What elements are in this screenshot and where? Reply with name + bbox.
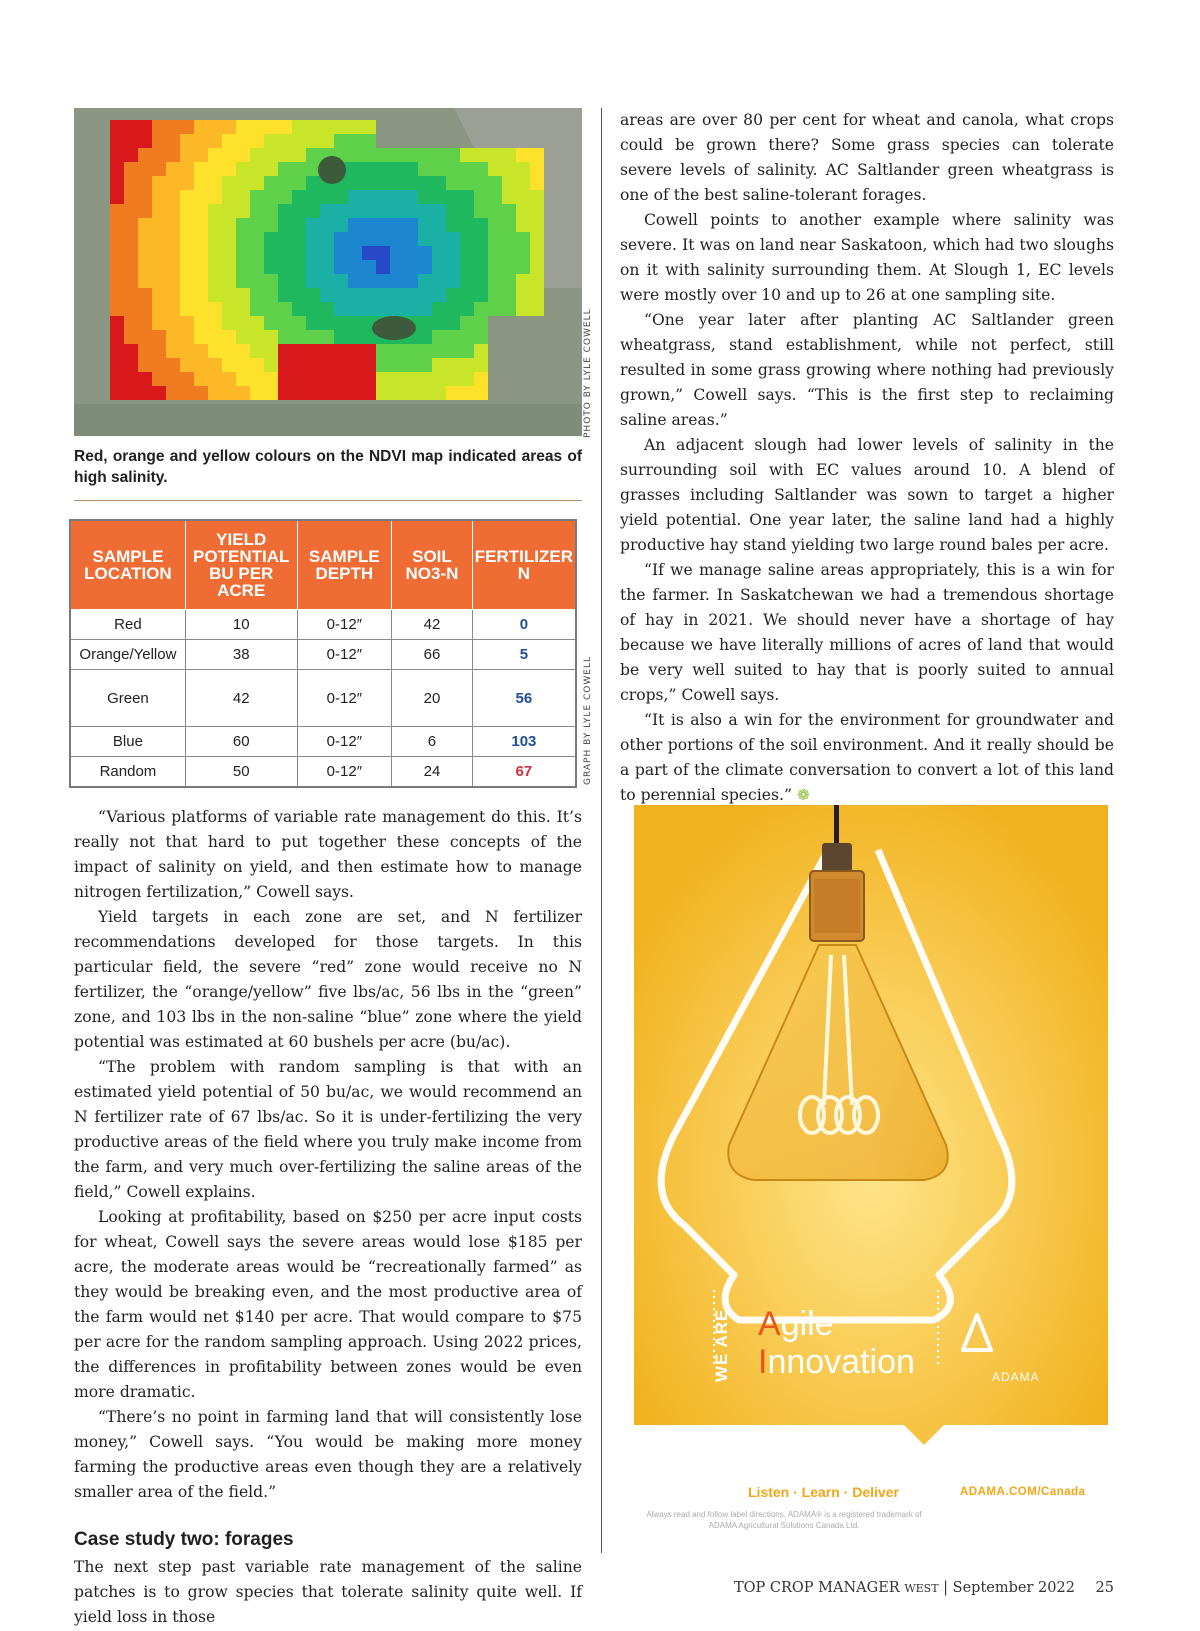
col-header-location: SAMPLE LOCATION: [70, 520, 185, 610]
ad-url-link[interactable]: ADAMA.COM/Canada: [960, 1486, 1086, 1498]
fertilizer-table: [69, 519, 577, 788]
cell-yield: 50: [185, 757, 297, 788]
col-header-fertilizer: FERTILIZER N: [472, 520, 576, 610]
edition-name: WEST: [904, 1582, 939, 1595]
cell-yield: 60: [185, 727, 297, 757]
table-header-row: [70, 520, 576, 610]
paragraph: “The problem with random sampling is that with an estimated yield potential of 50 bu/ac, we would recommend an N fertilizer rate of 67 lbs/ac. So it is under-fertilizing the very productive areas of the field where you truly make income from the farm, and very much over-fertilizing the saline areas of the field,” Cowell explains.: [74, 1058, 582, 1201]
section-subhead: Case study two: forages: [74, 1529, 294, 1550]
page-footer: TOP CROP MANAGER WEST | September 2022 25: [733, 1580, 1114, 1596]
right-body-text: [620, 108, 1114, 808]
cell-location: Red: [70, 610, 185, 640]
cell-depth: 0-12″: [297, 670, 392, 727]
photo-credit: PHOTO BY LYLE COWELL: [583, 308, 593, 438]
table-row: [70, 727, 576, 757]
cell-location: Orange/Yellow: [70, 640, 185, 670]
cell-fertilizer: 0: [472, 610, 576, 640]
ad-legal-text: Always read and follow label directions. ADAMA® is a registered trademark of ADAMA Agricultural Solutions Canada Ltd.: [646, 1510, 922, 1530]
paragraph: areas are over 80 per cent for wheat and canola, what crops could be grown there? Some grass species can tolerate severe levels of salinity. AC Saltlander green wheatgrass is one of the best saline-tolerant forages.: [620, 111, 1114, 204]
issue-date: September 2022: [952, 1580, 1075, 1596]
ad-headline: [758, 1305, 915, 1381]
paragraph-text: “It is also a win for the environment for groundwater and other portions of the soil environment. And it really should be a part of the climate conversation to convert a lot of this land to perennial species.”: [620, 711, 1114, 804]
ad-headline-text: gile: [780, 1305, 834, 1343]
table-row: [70, 670, 576, 727]
ad-headline-text: nnovation: [767, 1343, 915, 1381]
cell-no3: 6: [392, 727, 473, 757]
paragraph: “One year later after planting AC Saltlander green wheatgrass, stand establishment, while not perfect, still resulted in some grass growing where nothing had previously grown,” Cowell says. “This is the first step to reclaiming saline areas.”: [620, 311, 1114, 429]
end-mark-icon: ❁: [796, 786, 810, 804]
ad-headline-cap: I: [758, 1343, 768, 1381]
cell-location: Blue: [70, 727, 185, 757]
cell-fertilizer: 5: [472, 640, 576, 670]
cell-depth: 0-12″: [297, 640, 392, 670]
cell-no3: 20: [392, 670, 473, 727]
ad-headline-cap: A: [758, 1305, 781, 1343]
table-row: [70, 757, 576, 788]
paragraph: The next step past variable rate management of the saline patches is to grow species that tolerate salinity quite well. If yield loss in those: [74, 1558, 582, 1626]
cell-fertilizer: 56: [472, 670, 576, 727]
column-divider: [601, 108, 602, 1553]
page-number: 25: [1095, 1580, 1114, 1596]
col-header-no3: SOIL NO3-N: [392, 520, 473, 610]
cell-depth: 0-12″: [297, 757, 392, 788]
cell-location: Green: [70, 670, 185, 727]
left-column: [74, 108, 582, 501]
cell-depth: 0-12″: [297, 610, 392, 640]
cell-yield: 38: [185, 640, 297, 670]
paragraph: “Various platforms of variable rate management do this. It’s really not that hard to put together these concepts of the impact of salinity on yield, and then estimate how to manage nitrogen fertilization,” Cowell says.: [74, 808, 582, 901]
table-row: [70, 610, 576, 640]
paragraph: Yield targets in each zone are set, and N fertilizer recommendations developed for those targets. In this particular field, the severe “red” zone would receive no N fertilizer, the “orange/yellow” five lbs/ac, 56 lbs in the “green” zone, and 103 lbs in the non-saline “blue” zone where the yield potential was estimated at 60 bushels per acre (bu/ac).: [74, 908, 582, 1051]
cell-location: Random: [70, 757, 185, 788]
cell-fertilizer: 67: [472, 757, 576, 788]
col-header-depth: SAMPLE DEPTH: [297, 520, 392, 610]
adama-logo-text: ADAMA: [992, 1370, 1040, 1384]
ad-we-are: WE ARE: [712, 1308, 731, 1382]
figure-caption: Red, orange and yellow colours on the NDVI map indicated areas of high salinity.: [74, 448, 582, 486]
cell-no3: 42: [392, 610, 473, 640]
paragraph: An adjacent slough had lower levels of salinity in the surrounding soil with EC values around 10. A blend of grasses including Saltlander was sown to target a higher yield potential. One year later, the saline land had a highly productive hay stand yielding two large round bales per acre.: [620, 436, 1114, 554]
paragraph: “If we manage saline areas appropriately, this is a win for the farmer. In Saskatchewan we had a tremendous shortage of hay in 2021. We should never have a shortage of hay because we have literally millions of acres of land that would be very well suited to hay that is poorly suited to annual crops,” Cowell says.: [620, 561, 1114, 704]
cell-depth: 0-12″: [297, 727, 392, 757]
cell-no3: 66: [392, 640, 473, 670]
paragraph: Looking at profitability, based on $250 per acre input costs for wheat, Cowell says the severe areas would lose $185 per acre, the moderate areas would be “recreationally farmed” as they would be breaking even, and the most productive area of the farm would net $140 per acre. That would compare to $75 per acre for the random sampling approach. Using 2022 prices, the differences in profitability between zones would be even more dramatic.: [74, 1208, 582, 1401]
paragraph: [620, 708, 1114, 808]
caption-divider: [74, 500, 582, 501]
graph-credit: GRAPH BY LYLE COWELL: [583, 656, 593, 785]
magazine-name: TOP CROP MANAGER: [733, 1580, 900, 1596]
paragraph: Cowell points to another example where salinity was severe. It was on land near Saskatoon, which had two sloughs on it with salinity surrounding them. At Slough 1, EC levels were mostly over 10 and up to 26 at one sampling site.: [620, 211, 1114, 304]
cell-no3: 24: [392, 757, 473, 788]
table-row: [70, 640, 576, 670]
ndvi-map-photo: [74, 108, 582, 436]
cell-yield: 42: [185, 670, 297, 727]
cell-yield: 10: [185, 610, 297, 640]
paragraph: “There’s no point in farming land that will consistently lose money,” Cowell says. “You would be making more money farming the productive areas even though they are a relatively smaller area of the field.”: [74, 1408, 582, 1501]
cell-fertilizer: 103: [472, 727, 576, 757]
ad-tagline: Listen · Learn · Deliver: [748, 1484, 899, 1500]
col-header-yield: YIELD POTENTIAL BU PER ACRE: [185, 520, 297, 610]
left-body-text: [74, 805, 582, 1630]
